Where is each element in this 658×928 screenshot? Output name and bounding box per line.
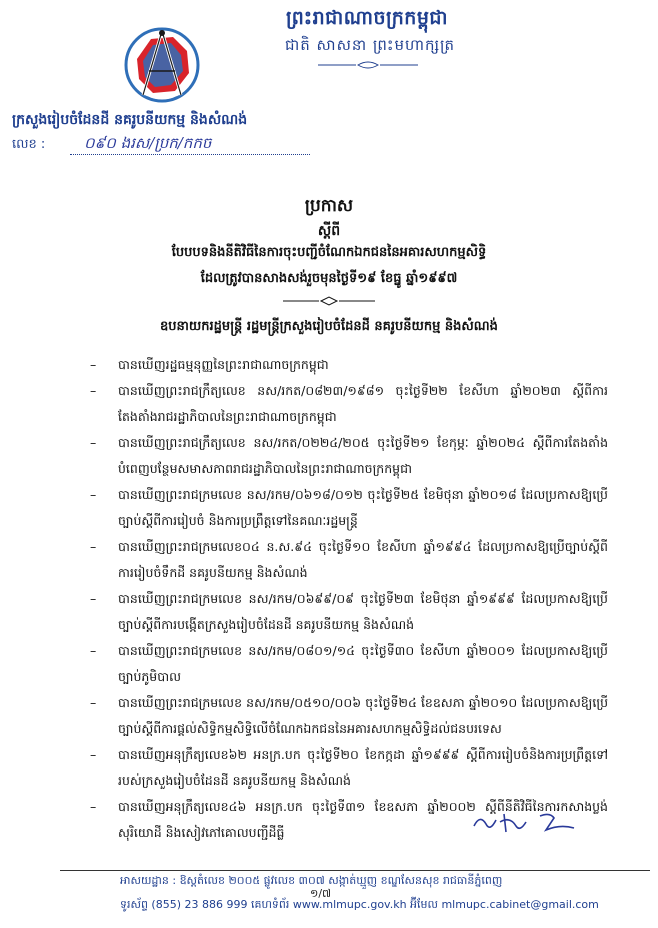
document-subject-line-1: បែបបទនិងនីតិវិធីនៃការចុះបញ្ជីចំណែកឯកជននៃអគារសហកម្មសិទ្ធិ bbox=[171, 245, 487, 260]
list-item-text: បានឃើញព្រះរាជក្រមលេខ០៤ ន.ស.៩៤ ចុះថ្ងៃទី១០ ខែសីហា ឆ្នាំ១៩៩៤ ដែលប្រកាសឱ្យប្រើច្បាប់ស្តីពីការរៀបចំទឹកដី នគរូបនីយកម្ម និងសំណង់ bbox=[118, 539, 608, 580]
list-dash: – bbox=[90, 799, 97, 814]
page-number: ១/៧ bbox=[310, 887, 332, 900]
list-item-text: បានឃើញអនុក្រឹត្យលេខ៤៦ អនក្រ.បក ចុះថ្ងៃទី៣១ ខែឧសភា ឆ្នាំ២០០២ ស្តីពីនីតិវិធីនៃការកសាងប្លង់សុរិយោដី និងសៀវភៅគោលបញ្ជីដីធ្លី bbox=[118, 799, 608, 840]
list-item bbox=[88, 742, 608, 794]
kingdom-heading: ព្រះរាជាណាចក្រកម្ពុជា bbox=[286, 7, 448, 29]
list-item-text: បានឃើញព្រះរាជក្រមលេខ នស/រកម/០៦១៨/០១២ ចុះថ្ងៃទី២៥ ខែមិថុនា ឆ្នាំ២០១៨ ដែលប្រកាសឱ្យប្រើច្បាប់ស្តីពីការរៀបចំ និងការប្រព្រឹត្តទៅនៃគណៈរដ្ឋមន្ត្រី bbox=[118, 487, 608, 528]
ministry-logo bbox=[123, 25, 201, 109]
list-item-text: បានឃើញព្រះរាជក្រមលេខ នស/រកម/០៨០១/១៤ ចុះថ្ងៃទី៣០ ខែសីហា ឆ្នាំ២០០១ ដែលប្រកាសឱ្យប្រើច្បាប់ភូមិបាល bbox=[118, 643, 608, 684]
list-dash: – bbox=[90, 643, 97, 658]
list-item bbox=[88, 430, 608, 482]
title-separator-ornament bbox=[283, 296, 375, 306]
document-subject-line-2: ដែលត្រូវបានសាងសង់រួចមុនថ្ងៃទី១៩ ខែធ្នូ ឆ្នាំ១៩៩៧ bbox=[200, 271, 458, 286]
list-item bbox=[88, 378, 608, 430]
list-item-text: បានឃើញព្រះរាជក្រឹត្យលេខ នស/រកត/០៨២៣/១៩៨១ ចុះថ្ងៃទី២២ ខែសីហា ឆ្នាំ២០២៣ ស្តីពីការតែងតាំងរាជរដ្ឋាភិបាលនៃព្រះរាជាណាចក្រកម្ពុជា bbox=[118, 383, 608, 424]
list-item-text: បានឃើញព្រះរាជក្រមលេខ នស/រកម/០៥១០/០០៦ ចុះថ្ងៃទី២៤ ខែឧសភា ឆ្នាំ២០១០ ដែលប្រកាសឱ្យប្រើច្បាប់ស្តីពីការផ្តល់សិទ្ធិកម្មសិទ្ធិលើចំណែកឯកជននៃអគារសហកម្មសិទ្ធិដល់ជនបរទេស bbox=[118, 695, 608, 736]
reference-number: ០៩០ ងរស/ប្រក/កកច bbox=[84, 134, 212, 152]
list-item-text: បានឃើញព្រះរាជក្រមលេខ នស/រកម/០៦៩៩/០៩ ចុះថ្ងៃទី២៣ ខែមិថុនា ឆ្នាំ១៩៩៩ ដែលប្រកាសឱ្យប្រើច្បាប់ស្តីពីការបង្កើតក្រសួងរៀបចំដែនដី នគរូបនីយកម្ម និងសំណង់ bbox=[118, 591, 608, 632]
list-dash: – bbox=[90, 695, 97, 710]
footer-contact: ទូរស័ព្ទ (855) 23 886 999 គេហទំព័រ www.mlmupc.gov.kh អ៊ីមែល mlmupc.cabinet@gmail.com bbox=[120, 898, 599, 911]
footer-address: អាសយដ្ឋាន : ឱស្តតំលេខ ២០០៥ ផ្លូវលេខ ៣០៧ សង្កាត់ឃ្មួញ ខណ្ឌសែនសុខ រាជធានីភ្នំពេញ bbox=[120, 874, 503, 887]
issuing-authority: ឧបនាយករដ្ឋមន្ត្រី រដ្ឋមន្ត្រីក្រសួងរៀបចំដែនដី នគរូបនីយកម្ម និងសំណង់ bbox=[160, 319, 498, 334]
list-dash: – bbox=[90, 487, 97, 502]
list-item-text: បានឃើញរដ្ឋធម្មនុញ្ញនៃព្រះរាជាណាចក្រកម្ពុជា bbox=[118, 357, 329, 372]
legal-basis-list bbox=[88, 352, 608, 846]
header-ornament bbox=[318, 60, 418, 70]
list-item-text: បានឃើញអនុក្រឹត្យលេខ៦២ អនក្រ.បក ចុះថ្ងៃទី២០ ខែកក្កដា ឆ្នាំ១៩៩៩ ស្តីពីការរៀបចំនិងការប្រព្រឹត្តទៅរបស់ក្រសួងរៀបចំដែនដី នគរូបនីយកម្ម និងសំណង់ bbox=[118, 747, 608, 788]
list-item bbox=[88, 534, 608, 586]
list-dash: – bbox=[90, 539, 97, 554]
footer-divider bbox=[60, 870, 650, 871]
list-item-text: បានឃើញព្រះរាជក្រឹត្យលេខ នស/រកត/០២២៤/២០៥ ចុះថ្ងៃទី២១ ខែកុម្ភៈ ឆ្នាំ២០២៤ ស្តីពីការតែងតាំងបំពេញបន្ថែមសមាសភាពរាជរដ្ឋាភិបាលនៃព្រះរាជាណាចក្រកម្ពុជា bbox=[118, 435, 608, 476]
document-about: ស្តីពី bbox=[317, 223, 341, 239]
list-item bbox=[88, 690, 608, 742]
handwritten-initials bbox=[470, 808, 580, 836]
list-item bbox=[88, 638, 608, 690]
list-item bbox=[88, 352, 608, 378]
document-title: ប្រកាស bbox=[304, 196, 354, 216]
list-item bbox=[88, 586, 608, 638]
list-dash: – bbox=[90, 357, 97, 372]
reference-label: លេខ : bbox=[12, 137, 46, 152]
list-dash: – bbox=[90, 591, 97, 606]
ministry-name: ក្រសួងរៀបចំដែនដី នគរូបនីយកម្ម និងសំណង់ bbox=[12, 112, 248, 128]
list-dash: – bbox=[90, 435, 97, 450]
reference-row bbox=[12, 136, 372, 160]
list-dash: – bbox=[90, 747, 97, 762]
national-motto: ជាតិ សាសនា ព្រះមហាក្សត្រ bbox=[284, 36, 456, 54]
list-dash: – bbox=[90, 383, 97, 398]
list-item bbox=[88, 482, 608, 534]
